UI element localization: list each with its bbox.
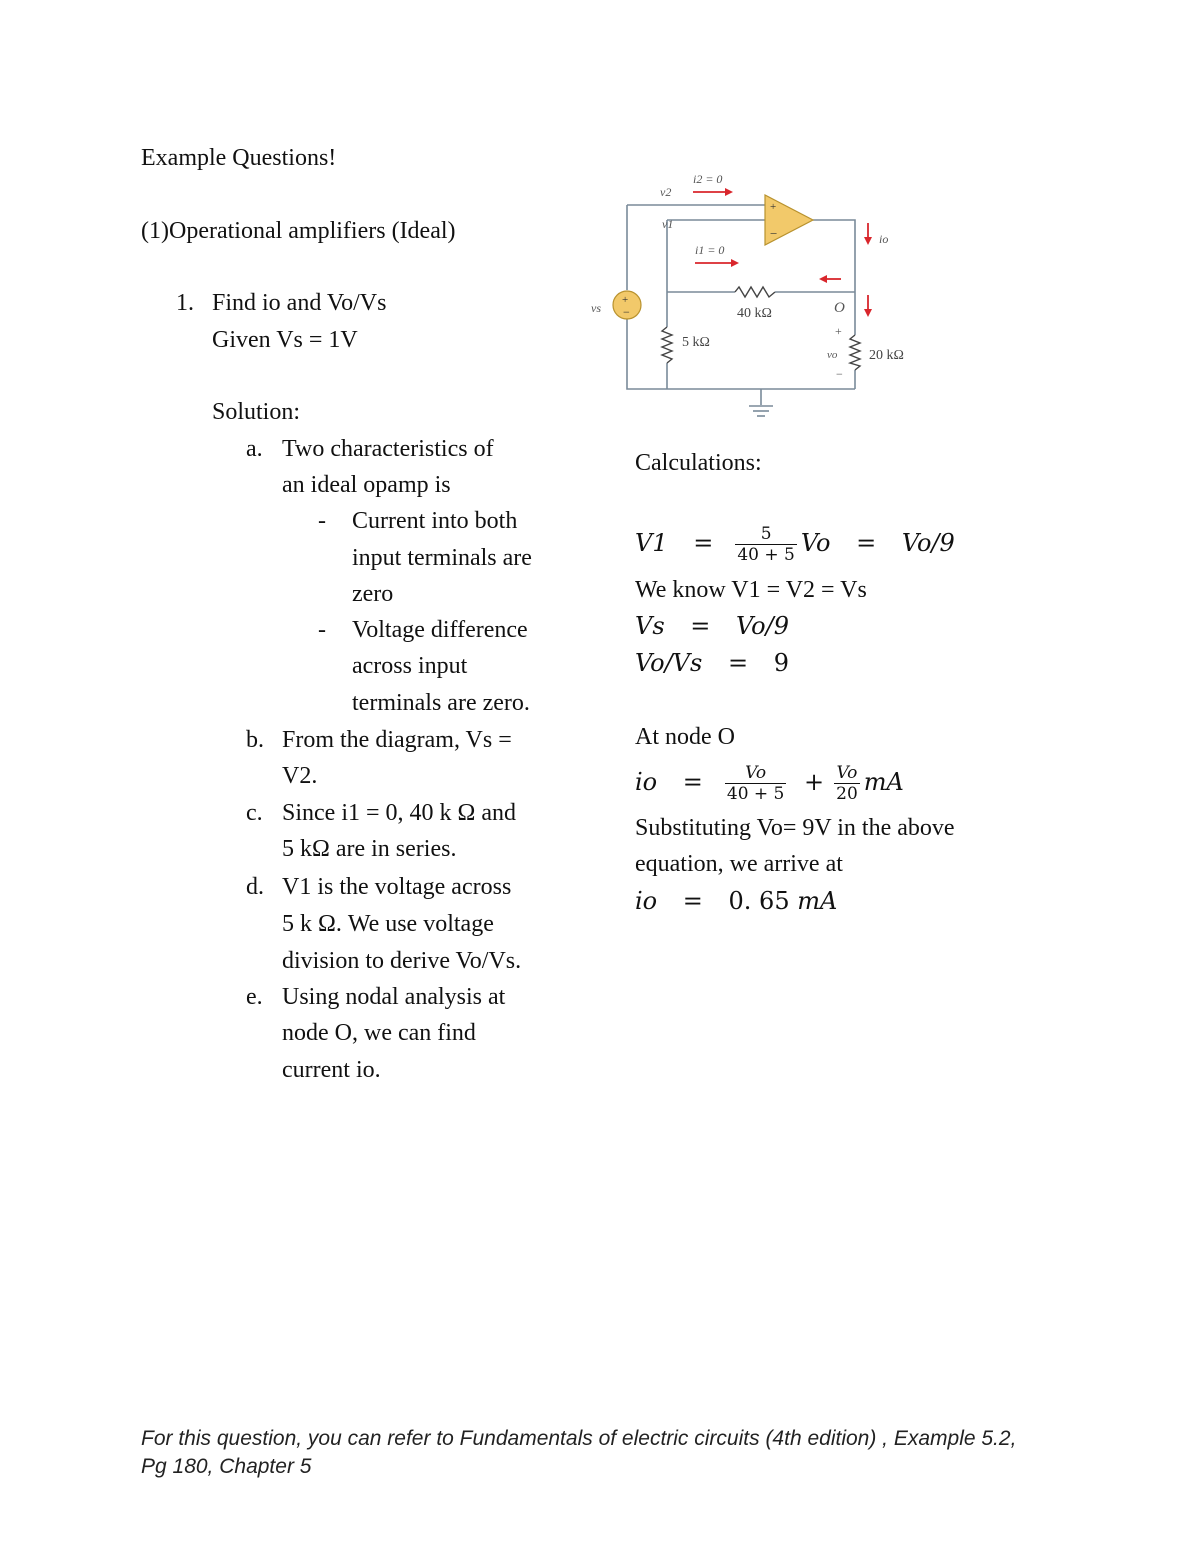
opamp-circuit-diagram <box>585 165 925 425</box>
bullet-line: terminals are zero. <box>352 690 530 716</box>
label-v1: v1 <box>662 217 674 231</box>
question-given: Given Vs = 1V <box>212 327 358 353</box>
eq2-rhs: Vo/9 <box>736 612 789 640</box>
resistor-5k <box>662 327 672 363</box>
eq2-equals: = <box>690 612 711 640</box>
eq4-frac2-num: Vo <box>836 763 858 783</box>
item-a-line: an ideal opamp is <box>282 472 451 498</box>
section-title: (1)Operational amplifiers (Ideal) <box>141 218 456 244</box>
label-i1: i1 = 0 <box>695 243 725 257</box>
label-node-o: O <box>834 300 845 316</box>
eq1-equals: = <box>693 529 714 557</box>
eq4-frac2-den: 20 <box>836 784 858 804</box>
eq4-frac1-num: Vo <box>745 763 767 783</box>
label-r20: 20 kΩ <box>869 348 904 363</box>
equation-vs <box>635 608 789 644</box>
eq1-frac-num: 5 <box>760 524 772 544</box>
bullet-line: across input <box>352 653 468 679</box>
calculations-label: Calculations: <box>635 450 762 476</box>
label-r40: 40 kΩ <box>737 306 772 321</box>
source-plus-sign: + <box>622 294 629 306</box>
eq5-rhs: 0. 65 <box>728 887 790 915</box>
item-c-line: 5 kΩ are in series. <box>282 836 457 862</box>
we-know-line: We know V1 = V2 = Vs <box>635 577 867 603</box>
source-minus-sign: − <box>623 305 630 319</box>
item-c-line: Since i1 = 0, 40 k Ω and <box>282 800 517 826</box>
eq1-equals-2: = <box>856 529 877 557</box>
footer-reference-2: Pg 180, Chapter 5 <box>141 1455 312 1478</box>
question-number: 1. <box>176 290 194 316</box>
question-line: Find io and Vo/Vs <box>212 290 387 316</box>
label-vo-minus: − <box>836 367 843 381</box>
item-d-marker: d. <box>246 874 264 900</box>
label-vs: vs <box>591 301 601 315</box>
item-b-marker: b. <box>246 727 264 753</box>
bullet-marker: - <box>318 508 326 534</box>
item-c-marker: c. <box>246 800 263 826</box>
eq1-frac-den: 40 + 5 <box>737 545 795 565</box>
label-vo: vo <box>827 349 838 361</box>
eq4-equals: = <box>682 768 703 796</box>
heading: Example Questions! <box>141 145 337 171</box>
node-o-label: At node O <box>635 724 735 750</box>
opamp-plus-sign: + <box>770 201 777 213</box>
resistor-20k <box>850 335 860 370</box>
label-v2: v2 <box>660 185 672 199</box>
item-d-line: V1 is the voltage across <box>282 874 512 900</box>
item-d-line: division to derive Vo/Vs. <box>282 948 522 974</box>
eq1-mid: Vo <box>800 529 831 557</box>
eq2-lhs: Vs <box>635 612 665 640</box>
item-b-line: From the diagram, Vs = <box>282 727 512 753</box>
item-d-line: 5 k Ω. We use voltage <box>282 911 494 937</box>
eq3-equals: = <box>727 649 749 677</box>
footer-reference: For this question, you can refer to Fundamentals of electric circuits (4th edition) , Example 5.2, <box>141 1427 1017 1450</box>
eq1-rhs: Vo/9 <box>901 529 955 557</box>
eq5-unit: mA <box>797 887 838 915</box>
eq4-frac1-den: 40 + 5 <box>726 784 785 804</box>
item-a-marker: a. <box>246 436 263 462</box>
label-io: io <box>879 232 889 246</box>
label-i2: i2 = 0 <box>693 172 723 186</box>
equation-vo-vs <box>635 645 789 681</box>
label-vo-plus: + <box>835 324 842 338</box>
item-e-marker: e. <box>246 984 263 1010</box>
item-b-line: V2. <box>282 763 318 789</box>
item-e-line: node O, we can find <box>282 1020 476 1046</box>
substituting-line: Substituting Vo= 9V in the above <box>635 815 955 841</box>
eq1-lhs: V1 <box>635 529 668 557</box>
eq3-rhs: 9 <box>773 649 789 677</box>
substituting-line: equation, we arrive at <box>635 851 843 877</box>
bullet-line: Voltage difference <box>352 617 528 643</box>
opamp-minus-sign: − <box>770 226 778 241</box>
eq4-plus: + <box>804 768 825 796</box>
label-r5: 5 kΩ <box>682 335 710 350</box>
item-a-line: Two characteristics of <box>282 436 494 462</box>
item-e-line: current io. <box>282 1057 381 1083</box>
item-e-line: Using nodal analysis at <box>282 984 506 1010</box>
eq3-lhs: Vo/Vs <box>635 649 703 677</box>
eq5-lhs: io <box>635 887 658 915</box>
eq5-equals: = <box>682 887 703 915</box>
bullet-line: zero <box>352 581 394 607</box>
bullet-line: Current into both <box>352 508 518 534</box>
equation-io <box>635 757 904 807</box>
resistor-40k <box>735 287 775 297</box>
eq4-unit: mA <box>863 768 904 796</box>
equation-v1 <box>635 518 955 568</box>
equation-io-result <box>635 883 837 919</box>
solution-label: Solution: <box>212 399 301 425</box>
eq4-lhs: io <box>635 768 658 796</box>
bullet-line: input terminals are <box>352 545 532 571</box>
bullet-marker: - <box>318 617 326 643</box>
